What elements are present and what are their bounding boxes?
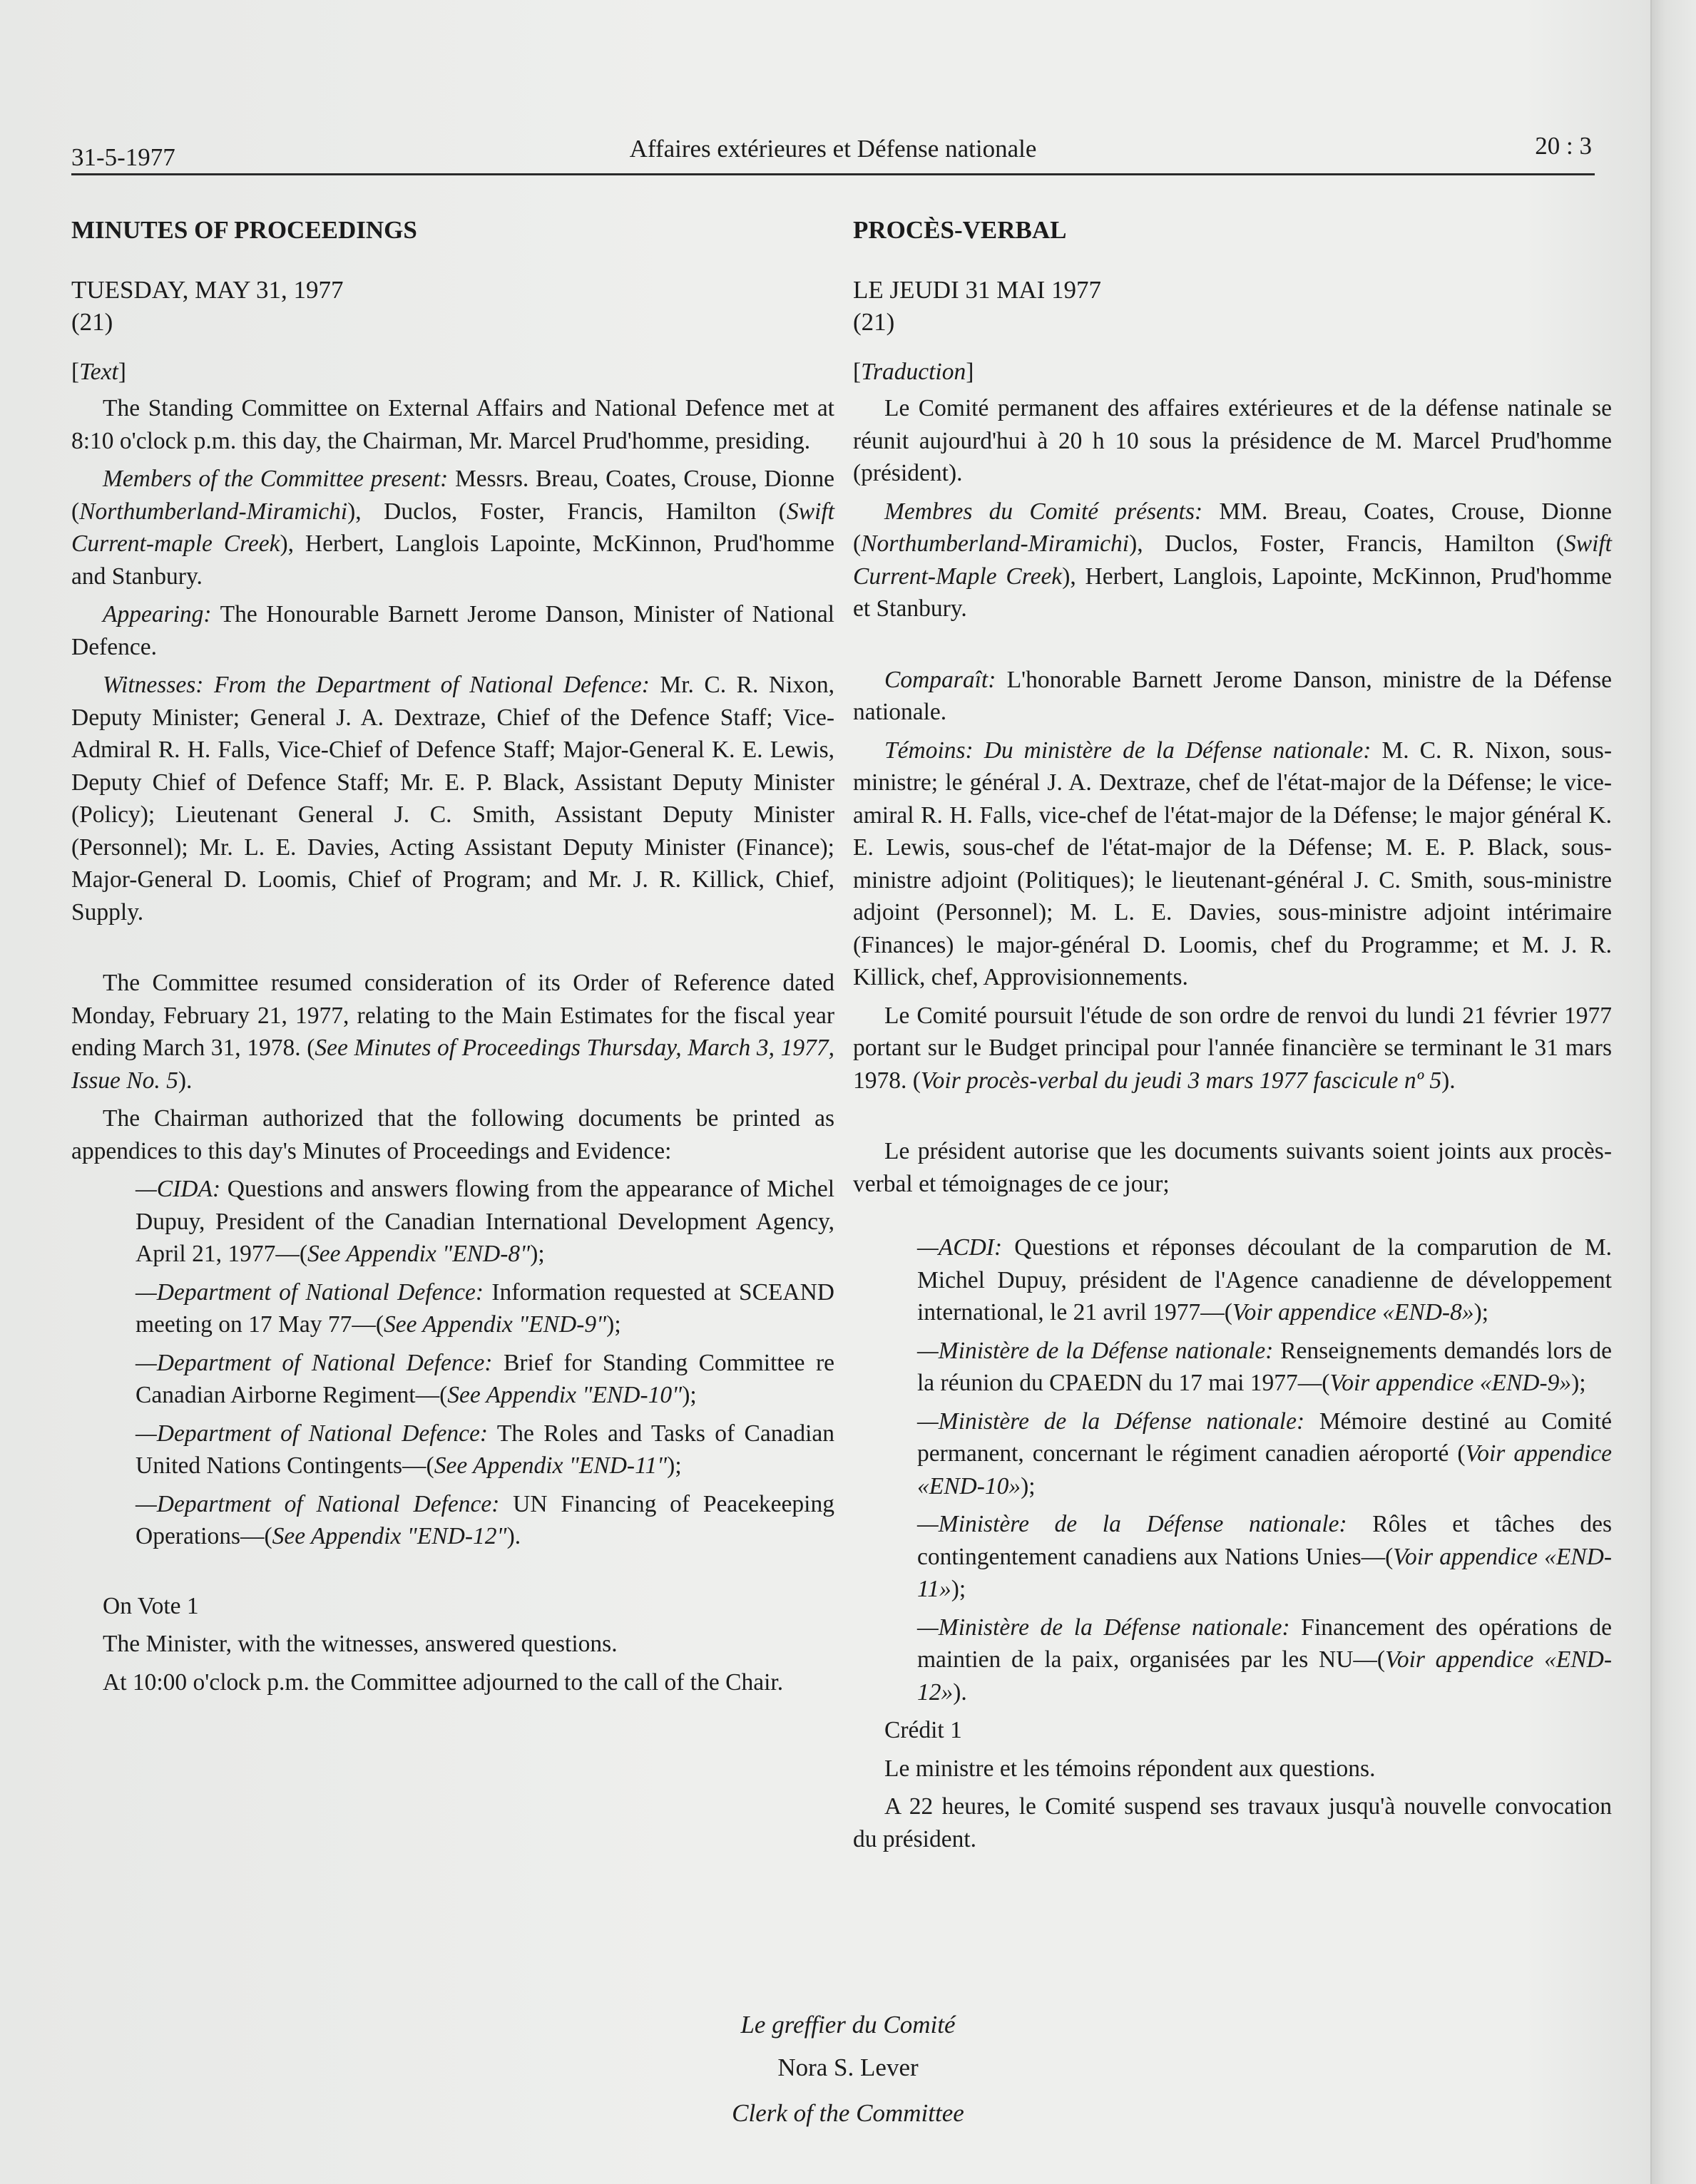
- page-edge: [1650, 0, 1696, 2184]
- authorized-paragraph-fr: Le président autorise que les documents suivants soient joints aux procès-verbal et témoignages de ce jour;: [853, 1138, 1612, 1197]
- witnesses-paragraph: Witnesses: From the Department of National Defence: Mr. C. R. Nixon, Deputy Minister; General J. A. Dextraze, Chief of the Defence Staff; Vice-Admiral R. H. Falls, Vice-Chief of Defence Staff; Major-General K. E. Lewis, Deputy Chief of Defence Staff; Mr. E. P. Black, Assistant Deputy Minister (Policy); Lieutenant General J. C. Smith, Assistant Deputy Minister (Personnel); Mr. L. E. Davies, Acting Assistant Deputy Minister (Finance); Major-General D. Loomis, Chief of Program; and Mr. J. R. Killick, Chief, Supply.: [71, 672, 834, 926]
- answered-paragraph: The Minister, with the witnesses, answered questions.: [103, 1631, 618, 1657]
- appendix-item: —Department of National Defence: Information requested at SCEAND meeting on 17 May 77—(See Appendix "END-9");: [136, 1278, 834, 1338]
- opening-paragraph-fr: Le Comité permanent des affaires extérieures et de la défense natinale se réunit aujourd'hui à 20 h 10 sous la présidence de M. Marcel Prud'homme (président).: [853, 395, 1612, 486]
- appendix-list-fr: [917, 1231, 1612, 1708]
- meeting-date: TUESDAY, MAY 31, 1977: [71, 275, 344, 304]
- proces-verbal-heading: PROCÈS-VERBAL: [853, 216, 1067, 244]
- page-number: 20 : 3: [1535, 132, 1592, 160]
- meeting-number-fr: (21): [853, 308, 895, 336]
- vote-label: On Vote 1: [103, 1592, 199, 1619]
- clerk-title-fr: Le greffier du Comité: [740, 2011, 956, 2039]
- clerk-name: Nora S. Lever: [777, 2054, 919, 2081]
- adjourned-paragraph-fr: A 22 heures, le Comité suspend ses travaux jusqu'à nouvelle convocation du président.: [853, 1793, 1612, 1852]
- meeting-number: (21): [71, 308, 113, 336]
- resumed-paragraph-fr: Le Comité poursuit l'étude de son ordre de renvoi du lundi 21 février 1977 portant sur le Budget principal pour l'année financière se terminant le 31 mars 1978. (Voir procès-verbal du jeudi 3 mars 1977 fascicule nº 5).: [853, 1002, 1612, 1094]
- english-column: [71, 214, 834, 1698]
- appendix-item: —Department of National Defence: Brief for Standing Committee re Canadian Airborne Regiment—(See Appendix "END-10");: [136, 1349, 834, 1408]
- members-paragraph: Members of the Committee present: Messrs. Breau, Coates, Crouse, Dionne (Northumberland-Miramichi), Duclos, Foster, Francis, Hamilton (Swift Current-maple Creek), Herbert, Langlois Lapointe, McKinnon, Prud'homme and Stanbury.: [71, 466, 834, 590]
- appendix-item-fr: —Ministère de la Défense nationale: Renseignements demandés lors de la réunion du CPAEDN du 17 mai 1977—(Voir appendice «END-9»);: [917, 1337, 1612, 1396]
- meeting-date-fr: LE JEUDI 31 MAI 1977: [853, 275, 1102, 304]
- adjourned-paragraph: At 10:00 o'clock p.m. the Committee adjourned to the call of the Chair.: [103, 1668, 784, 1696]
- witnesses-paragraph-fr: Témoins: Du ministère de la Défense nationale: M. C. R. Nixon, sous-ministre; le général J. A. Dextraze, chef de l'état-major de la Défense; le vice-amiral R. H. Falls, vice-chef de l'état-major de la Défense; le major général K. E. Lewis, sous-chef de l'état-major de la Défense; M. E. P. Black, sous-ministre adjoint (Politiques); le lieutenant-général J. C. Smith, sous-ministre adjoint (Personnel); M. L. E. Davies, sous-ministre adjoint intérimaire (Finances) le major-général D. Loomis, chef du Programme; et M. J. R. Killick, chef, Approvisionnements.: [853, 737, 1612, 990]
- running-header: [71, 132, 1595, 175]
- vote-label-fr: Crédit 1: [884, 1717, 962, 1743]
- appearing-paragraph-fr: Comparaît: L'honorable Barnett Jerome Danson, ministre de la Défense nationale.: [853, 666, 1612, 725]
- answered-paragraph-fr: Le ministre et les témoins répondent aux questions.: [884, 1755, 1376, 1782]
- appendix-item: —CIDA: Questions and answers flowing from the appearance of Michel Dupuy, President of the Canadian International Development Agency, April 21, 1977—(See Appendix "END-8");: [136, 1176, 834, 1267]
- appearing-paragraph: Appearing: The Honourable Barnett Jerome Danson, Minister of National Defence.: [71, 601, 834, 660]
- appendix-item: —Department of National Defence: The Roles and Tasks of Canadian United Nations Contingents—(See Appendix "END-11");: [136, 1420, 834, 1479]
- clerk-title-en: Clerk of the Committee: [732, 2099, 964, 2127]
- appendix-item-fr: —Ministère de la Défense nationale: Rôles et tâches des contingentement canadiens aux Nations Unies—(Voir appendice «END-11»);: [917, 1511, 1613, 1602]
- appendix-list: [136, 1173, 834, 1553]
- resumed-paragraph: The Committee resumed consideration of its Order of Reference dated Monday, February 21, 1977, relating to the Main Estimates for the fiscal year ending March 31, 1978. (See Minutes of Proceedings Thursday, March 3, 1977, Issue No. 5).: [71, 970, 834, 1094]
- translation-tag: [Traduction]: [853, 358, 974, 385]
- opening-paragraph: The Standing Committee on External Affairs and National Defence met at 8:10 o'clock p.m. this day, the Chairman, Mr. Marcel Prud'homme, presiding.: [71, 395, 834, 454]
- french-column: [853, 214, 1612, 1855]
- authorized-paragraph: The Chairman authorized that the following documents be printed as appendices to this day's Minutes of Proceedings and Evidence:: [71, 1105, 834, 1164]
- header-date: 31-5-1977: [71, 143, 175, 171]
- header-title: Affaires extérieures et Défense nationale: [629, 135, 1037, 163]
- members-paragraph-fr: Membres du Comité présents: MM. Breau, Coates, Crouse, Dionne (Northumberland-Miramichi), Duclos, Foster, Francis, Hamilton (Swift Current-Maple Creek), Herbert, Langlois, Lapointe, McKinnon, Prud'homme et Stanbury.: [853, 498, 1613, 622]
- appendix-item: —Department of National Defence: UN Financing of Peacekeeping Operations—(See Appendix "END-12").: [136, 1490, 834, 1549]
- appendix-item-fr: —ACDI: Questions et réponses découlant de la comparution de M. Michel Dupuy, président de l'Agence canadienne de développement international, le 21 avril 1977—(Voir appendice «END-8»);: [917, 1234, 1612, 1326]
- appendix-item-fr: —Ministère de la Défense nationale: Financement des opérations de maintien de la paix, organisées par les NU—(Voir appendice «END-12»).: [917, 1614, 1612, 1706]
- minutes-heading: MINUTES OF PROCEEDINGS: [71, 216, 417, 244]
- appendix-item-fr: —Ministère de la Défense nationale: Mémoire destiné au Comité permanent, concernant le régiment canadien aéroporté (Voir appendice «END-10»);: [917, 1408, 1612, 1499]
- text-tag: [Text]: [71, 358, 126, 385]
